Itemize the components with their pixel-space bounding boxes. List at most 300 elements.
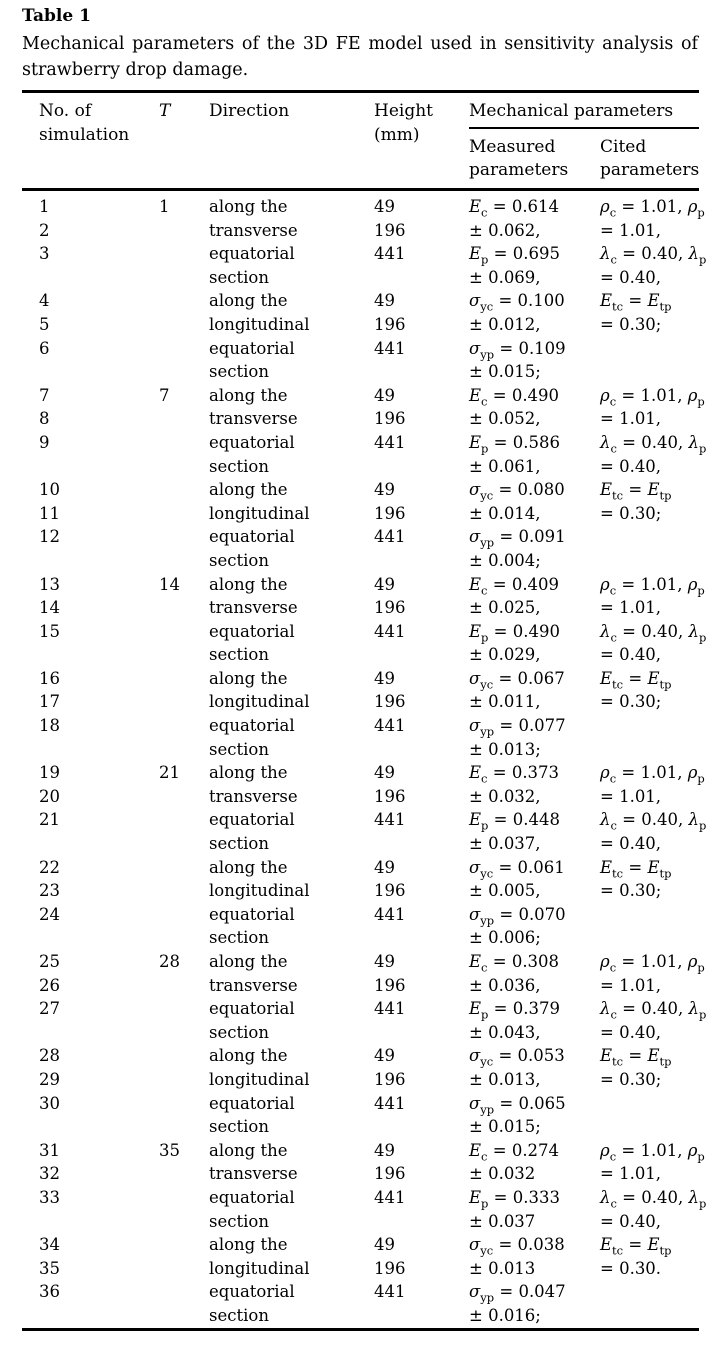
cell-t	[159, 997, 209, 1021]
table-rule-bottom	[22, 1328, 699, 1331]
cell-measured-parameters: $\sigma_{yp} = 0.091$	[469, 527, 566, 550]
cell-measured-parameters: ± 0.069,	[469, 267, 541, 287]
cell-simulation-number: 13	[39, 574, 60, 594]
cell-measured-parameters: ± 0.013	[469, 1258, 536, 1278]
cell-height	[374, 360, 469, 384]
cell-height	[374, 926, 469, 950]
table-row	[22, 1233, 699, 1257]
table-row	[22, 313, 699, 337]
cell-measured-parameters: $E_p = 0.333$	[469, 1187, 560, 1211]
cell-simulation-number: 15	[39, 621, 60, 641]
cell-measured-parameters: ± 0.052,	[469, 409, 541, 429]
cell-direction: section	[209, 1211, 269, 1231]
cell-t: 28	[159, 952, 180, 971]
cell-height: 49	[374, 574, 395, 594]
col-header-height	[374, 93, 469, 181]
cell-height: 441	[374, 244, 406, 264]
table-row	[22, 738, 699, 762]
cell-direction: transverse	[209, 1164, 298, 1184]
cell-measured-parameters: ± 0.032,	[469, 786, 541, 806]
table-row	[22, 407, 699, 431]
cell-height	[374, 455, 469, 479]
cell-cited-parameters	[600, 1092, 699, 1116]
cell-measured-parameters: ± 0.015;	[469, 362, 541, 382]
table-row	[22, 455, 699, 479]
cell-direction: section	[209, 267, 269, 287]
table-row	[22, 1280, 699, 1304]
cell-direction: along the	[209, 480, 288, 500]
cell-height: 49	[374, 1046, 395, 1066]
table-row	[22, 690, 699, 714]
cell-cited-parameters: $\lambda_c = 0.40$, $\lambda_p$	[600, 999, 707, 1022]
cell-measured-parameters: $\sigma_{yp} = 0.065$	[469, 1093, 566, 1116]
cell-t	[159, 360, 209, 384]
cell-height: 49	[374, 291, 395, 311]
cell-height: 441	[374, 716, 406, 736]
cell-measured-parameters: $E_p = 0.586$	[469, 432, 560, 456]
col-header-t	[159, 93, 209, 181]
cell-simulation-number: 27	[39, 999, 60, 1019]
cell-t	[159, 455, 209, 479]
cell-t: 21	[159, 763, 180, 783]
cell-t	[159, 549, 209, 573]
cell-t	[159, 431, 209, 455]
cell-cited-parameters: = 1.01,	[600, 220, 662, 240]
cell-measured-parameters: ± 0.016;	[469, 1305, 541, 1325]
cell-simulation-number: 10	[39, 480, 60, 500]
cell-measured-parameters: ± 0.013,	[469, 1069, 541, 1089]
cell-direction: equatorial	[209, 621, 295, 641]
table-row	[22, 289, 699, 313]
cell-simulation-number: 32	[39, 1164, 60, 1184]
cell-simulation-number	[39, 1210, 159, 1234]
col-header-direction-label: Direction	[209, 101, 290, 121]
table-row	[22, 1021, 699, 1045]
cell-t: 1	[159, 197, 170, 216]
cell-direction: along the	[209, 574, 288, 594]
cell-cited-parameters	[600, 1115, 699, 1139]
cell-t	[159, 832, 209, 856]
cell-t	[159, 1115, 209, 1139]
cell-t	[159, 643, 209, 667]
col-header-no-label: No. of simulation	[39, 101, 130, 145]
cell-t	[159, 242, 209, 266]
cell-t	[159, 879, 209, 903]
cell-measured-parameters: ± 0.015;	[469, 1117, 541, 1137]
table-row	[22, 478, 699, 502]
cell-measured-parameters: $E_c = 0.614$	[469, 197, 560, 220]
cell-simulation-number: 31	[39, 1140, 60, 1160]
cell-cited-parameters: = 0.40,	[600, 1022, 662, 1042]
cell-simulation-number: 25	[39, 952, 60, 971]
cell-simulation-number	[39, 1021, 159, 1045]
table-row	[22, 549, 699, 573]
cell-height: 441	[374, 432, 406, 452]
cell-cited-parameters: $\lambda_c = 0.40$, $\lambda_p$	[600, 244, 707, 267]
table-header	[22, 93, 699, 188]
cell-t	[159, 1162, 209, 1186]
table-row	[22, 266, 699, 290]
col-header-height-label: Height (mm)	[374, 101, 433, 145]
cell-t: 35	[159, 1140, 180, 1160]
cell-direction: section	[209, 1022, 269, 1042]
cell-direction: equatorial	[209, 527, 295, 547]
cell-measured-parameters: ± 0.011,	[469, 692, 541, 712]
table-row	[22, 997, 707, 1022]
table-body	[22, 191, 719, 1328]
cell-simulation-number: 28	[39, 1046, 60, 1066]
cell-cited-parameters	[600, 1304, 699, 1328]
cell-cited-parameters	[600, 738, 699, 762]
cell-measured-parameters: $E_c = 0.490$	[469, 385, 560, 409]
cell-direction: along the	[209, 1046, 288, 1066]
cell-simulation-number: 17	[39, 692, 60, 712]
table-row	[22, 667, 699, 691]
cell-simulation-number: 11	[39, 503, 60, 523]
cell-direction: equatorial	[209, 904, 295, 924]
cell-direction: along the	[209, 763, 288, 783]
table-row	[22, 974, 699, 998]
cell-cited-parameters: = 0.30;	[600, 1069, 662, 1089]
cell-simulation-number: 2	[39, 220, 50, 240]
cell-simulation-number: 18	[39, 716, 60, 736]
cell-cited-parameters: = 1.01,	[600, 1164, 662, 1184]
cell-direction: equatorial	[209, 432, 295, 452]
cell-cited-parameters: $\lambda_c = 0.40$, $\lambda_p$	[600, 621, 707, 644]
cell-cited-parameters	[600, 926, 699, 950]
cell-simulation-number: 35	[39, 1258, 60, 1278]
cell-t	[159, 856, 209, 880]
cell-simulation-number: 3	[39, 244, 50, 264]
table-row	[22, 431, 707, 456]
cell-height: 441	[374, 904, 406, 924]
cell-simulation-number: 24	[39, 904, 60, 924]
cell-t	[159, 1092, 209, 1116]
table-row	[22, 195, 705, 220]
cell-cited-parameters: $E_{tc} = E_{tp}$	[600, 857, 672, 880]
cell-direction: section	[209, 645, 269, 665]
table-row	[22, 242, 707, 267]
cell-height	[374, 549, 469, 573]
cell-cited-parameters	[600, 903, 699, 927]
cell-height: 49	[374, 1140, 395, 1160]
cell-measured-parameters: $\sigma_{yc} = 0.038$	[469, 1235, 565, 1258]
cell-height: 196	[374, 598, 406, 618]
table-row	[22, 1115, 699, 1139]
cell-simulation-number: 36	[39, 1282, 60, 1302]
cell-t	[159, 926, 209, 950]
table-row	[22, 903, 699, 927]
cell-t	[159, 974, 209, 998]
cell-direction: along the	[209, 1235, 288, 1255]
cell-cited-parameters: $\lambda_c = 0.40$, $\lambda_p$	[600, 432, 707, 456]
cell-measured-parameters: ± 0.062,	[469, 220, 541, 240]
cell-height: 49	[374, 385, 395, 405]
cell-simulation-number: 33	[39, 1187, 60, 1207]
table-row	[22, 525, 699, 549]
cell-direction: longitudinal	[209, 503, 310, 523]
col-header-t-label: T	[159, 101, 171, 121]
cell-cited-parameters: = 1.01,	[600, 409, 662, 429]
cell-cited-parameters: $\lambda_c = 0.40$, $\lambda_p$	[600, 1187, 707, 1211]
table-row	[22, 950, 705, 975]
cell-cited-parameters: = 1.01,	[600, 786, 662, 806]
cell-cited-parameters: $E_{tc} = E_{tp}$	[600, 668, 672, 692]
mechanical-parameters-spanner-rule	[469, 127, 699, 129]
table-row	[22, 1068, 699, 1092]
cell-height: 441	[374, 621, 406, 641]
table-row	[22, 1304, 699, 1328]
cell-direction: section	[209, 456, 269, 476]
cell-direction: along the	[209, 291, 288, 311]
cell-measured-parameters: $E_c = 0.308$	[469, 952, 560, 975]
cell-direction: equatorial	[209, 999, 295, 1019]
cell-height: 49	[374, 763, 395, 783]
cell-height: 196	[374, 314, 406, 334]
cell-measured-parameters: ± 0.004;	[469, 550, 541, 570]
cell-height: 49	[374, 857, 395, 877]
cell-cited-parameters: = 1.01,	[600, 598, 662, 618]
cell-measured-parameters: $E_p = 0.379$	[469, 999, 560, 1022]
cell-simulation-number: 14	[39, 598, 60, 618]
cell-measured-parameters: ± 0.029,	[469, 645, 541, 665]
cell-t	[159, 337, 209, 361]
cell-height	[374, 1210, 469, 1234]
cell-t	[159, 903, 209, 927]
cell-measured-parameters: ± 0.037	[469, 1211, 536, 1231]
cell-height: 196	[374, 786, 406, 806]
cell-height: 196	[374, 881, 406, 901]
cell-measured-parameters: ± 0.012,	[469, 314, 541, 334]
cell-height: 441	[374, 999, 406, 1019]
col-header-no-of-simulation	[39, 93, 159, 181]
cell-simulation-number	[39, 1304, 159, 1328]
cell-height: 196	[374, 1069, 406, 1089]
cell-simulation-number	[39, 1115, 159, 1139]
cell-t	[159, 478, 209, 502]
cell-direction: section	[209, 362, 269, 382]
cell-simulation-number: 19	[39, 763, 60, 783]
cell-t	[159, 596, 209, 620]
cell-height: 196	[374, 1164, 406, 1184]
cell-height: 196	[374, 1258, 406, 1278]
cell-cited-parameters: $\rho_c = 1.01$, $\rho_p$	[600, 1140, 705, 1164]
cell-cited-parameters: $\lambda_c = 0.40$, $\lambda_p$	[600, 810, 707, 833]
cell-measured-parameters: ± 0.006;	[469, 928, 541, 948]
cell-height: 196	[374, 692, 406, 712]
cell-direction: equatorial	[209, 1282, 295, 1302]
cell-simulation-number: 5	[39, 314, 50, 334]
cell-simulation-number	[39, 455, 159, 479]
cell-direction: along the	[209, 668, 288, 688]
cell-direction: transverse	[209, 786, 298, 806]
cell-direction: longitudinal	[209, 1069, 310, 1089]
cell-t	[159, 525, 209, 549]
cell-t	[159, 289, 209, 313]
cell-height	[374, 832, 469, 856]
cell-measured-parameters: $\sigma_{yc} = 0.067$	[469, 668, 565, 692]
cell-cited-parameters: $E_{tc} = E_{tp}$	[600, 291, 672, 314]
cell-t	[159, 714, 209, 738]
cell-t	[159, 1186, 209, 1210]
cell-cited-parameters	[600, 549, 699, 573]
cell-measured-parameters: $\sigma_{yc} = 0.080$	[469, 480, 565, 503]
cell-cited-parameters	[600, 525, 699, 549]
cell-direction: section	[209, 1117, 269, 1137]
cell-height	[374, 643, 469, 667]
cell-height: 49	[374, 952, 395, 971]
cell-height	[374, 1021, 469, 1045]
col-header-cited-parameters: Cited parameters	[600, 137, 700, 180]
table-row	[22, 879, 699, 903]
cell-direction: along the	[209, 952, 288, 971]
cell-height: 441	[374, 338, 406, 358]
col-header-direction	[209, 93, 374, 181]
cell-height: 441	[374, 810, 406, 830]
cell-t	[159, 738, 209, 762]
cell-cited-parameters: = 0.30;	[600, 314, 662, 334]
cell-cited-parameters	[600, 360, 699, 384]
cell-cited-parameters: = 1.01,	[600, 975, 662, 995]
cell-direction: along the	[209, 857, 288, 877]
cell-t: 14	[159, 574, 180, 594]
cell-t	[159, 1304, 209, 1328]
cell-cited-parameters: = 0.40,	[600, 834, 662, 854]
cell-cited-parameters	[600, 714, 699, 738]
cell-cited-parameters: = 0.40,	[600, 645, 662, 665]
cell-t	[159, 1044, 209, 1068]
cell-simulation-number	[39, 926, 159, 950]
cell-measured-parameters: ± 0.032	[469, 1164, 536, 1184]
table-row	[22, 1162, 699, 1186]
cell-measured-parameters: $E_c = 0.274$	[469, 1140, 560, 1164]
cell-t	[159, 620, 209, 644]
cell-cited-parameters: = 0.30.	[600, 1258, 662, 1278]
table-row	[22, 620, 707, 644]
cell-measured-parameters: ± 0.014,	[469, 503, 541, 523]
cell-cited-parameters: $\rho_c = 1.01$, $\rho_p$	[600, 197, 705, 220]
cell-cited-parameters: $E_{tc} = E_{tp}$	[600, 480, 672, 503]
cell-simulation-number: 29	[39, 1069, 60, 1089]
cell-cited-parameters: $E_{tc} = E_{tp}$	[600, 1235, 672, 1258]
cell-t	[159, 313, 209, 337]
cell-measured-parameters: $\sigma_{yc} = 0.061$	[469, 857, 565, 880]
cell-simulation-number	[39, 360, 159, 384]
cell-t	[159, 1210, 209, 1234]
cell-height	[374, 1304, 469, 1328]
cell-measured-parameters: $E_p = 0.448$	[469, 810, 560, 833]
cell-height: 441	[374, 1282, 406, 1302]
cell-height: 441	[374, 527, 406, 547]
cell-cited-parameters: $\rho_c = 1.01$, $\rho_p$	[600, 763, 705, 786]
cell-measured-parameters: $E_c = 0.409$	[469, 574, 560, 597]
cell-height: 49	[374, 480, 395, 500]
cell-height: 441	[374, 1187, 406, 1207]
cell-t	[159, 1021, 209, 1045]
cell-direction: longitudinal	[209, 314, 310, 334]
table-row	[22, 832, 699, 856]
cell-cited-parameters: $\rho_c = 1.01$, $\rho_p$	[600, 385, 705, 409]
cell-direction: longitudinal	[209, 881, 310, 901]
cell-simulation-number: 7	[39, 385, 50, 405]
col-header-mechanical-parameters-group	[469, 93, 699, 181]
cell-cited-parameters: = 0.30;	[600, 881, 662, 901]
cell-cited-parameters: $\rho_c = 1.01$, $\rho_p$	[600, 952, 705, 975]
cell-direction: transverse	[209, 220, 298, 240]
cell-direction: section	[209, 550, 269, 570]
cell-cited-parameters	[600, 1280, 699, 1304]
cell-height: 196	[374, 503, 406, 523]
table-row	[22, 1139, 705, 1164]
cell-cited-parameters: = 0.40,	[600, 456, 662, 476]
cell-t	[159, 266, 209, 290]
cell-t	[159, 785, 209, 809]
cell-t	[159, 690, 209, 714]
cell-simulation-number: 9	[39, 432, 50, 452]
cell-direction: along the	[209, 385, 288, 405]
cell-measured-parameters: ± 0.013;	[469, 739, 541, 759]
cell-measured-parameters: $\sigma_{yc} = 0.053$	[469, 1046, 565, 1069]
cell-simulation-number: 1	[39, 197, 50, 216]
cell-height	[374, 266, 469, 290]
cell-t	[159, 1280, 209, 1304]
cell-direction: section	[209, 834, 269, 854]
cell-measured-parameters: $\sigma_{yp} = 0.047$	[469, 1282, 566, 1305]
cell-direction: equatorial	[209, 810, 295, 830]
cell-simulation-number	[39, 266, 159, 290]
table-row	[22, 1092, 699, 1116]
cell-cited-parameters	[600, 337, 699, 361]
table-caption: Mechanical parameters of the 3D FE model used in sensitivity analysis of strawberry drop damage.	[22, 34, 698, 80]
cell-height: 196	[374, 975, 406, 995]
cell-measured-parameters: $\sigma_{yp} = 0.109$	[469, 338, 566, 361]
cell-t	[159, 219, 209, 243]
cell-measured-parameters: ± 0.037,	[469, 834, 541, 854]
cell-t	[159, 1257, 209, 1281]
cell-measured-parameters: $\sigma_{yp} = 0.070$	[469, 904, 566, 928]
cell-cited-parameters: $E_{tc} = E_{tp}$	[600, 1046, 672, 1069]
cell-direction: transverse	[209, 598, 298, 618]
cell-simulation-number	[39, 738, 159, 762]
cell-height: 196	[374, 409, 406, 429]
cell-direction: equatorial	[209, 338, 295, 358]
cell-direction: along the	[209, 1140, 288, 1160]
cell-direction: section	[209, 739, 269, 759]
cell-direction: section	[209, 1305, 269, 1325]
cell-cited-parameters: = 0.40,	[600, 1211, 662, 1231]
cell-t	[159, 667, 209, 691]
cell-simulation-number: 12	[39, 527, 60, 547]
cell-direction: equatorial	[209, 1187, 295, 1207]
cell-t	[159, 502, 209, 526]
cell-cited-parameters: = 0.30;	[600, 503, 662, 523]
table-row	[22, 856, 699, 880]
table-row	[22, 1186, 707, 1211]
cell-direction: transverse	[209, 975, 298, 995]
cell-t	[159, 808, 209, 832]
cell-simulation-number: 8	[39, 409, 50, 429]
table-row	[22, 596, 699, 620]
table-row	[22, 785, 699, 809]
table-row	[22, 1210, 699, 1234]
cell-direction: equatorial	[209, 1093, 295, 1113]
table-row	[22, 926, 699, 950]
cell-height	[374, 738, 469, 762]
table-row	[22, 573, 705, 597]
cell-measured-parameters: ± 0.025,	[469, 598, 541, 618]
cell-simulation-number	[39, 832, 159, 856]
table-row	[22, 384, 705, 409]
